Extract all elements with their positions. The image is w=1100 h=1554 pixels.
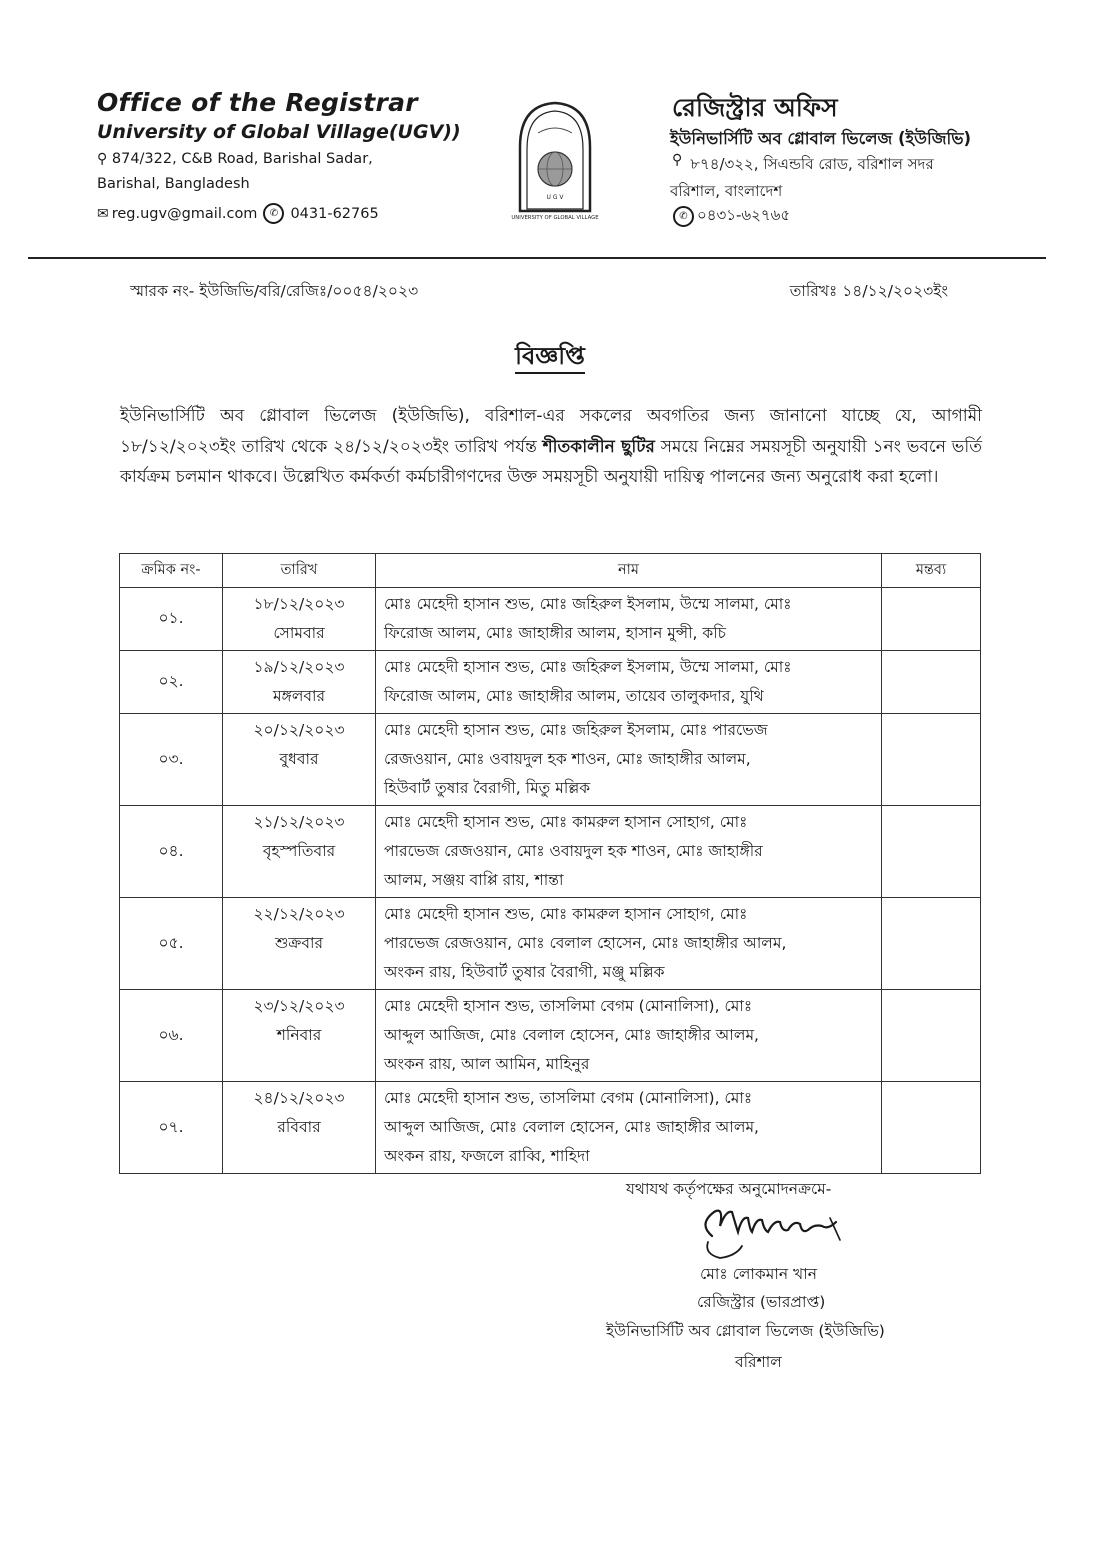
cell-date-value: ১৮/১২/২০২৩	[253, 595, 345, 613]
cell-date-value: ২২/১২/২০২৩	[253, 905, 345, 923]
university-name-bn: ইউনিভার্সিটি অব গ্লোবাল ভিলেজ (ইউজিভি)	[670, 129, 972, 148]
cell-date-value: ২৩/১২/২০২৩	[253, 997, 345, 1015]
cell-date	[223, 990, 376, 1082]
cell-names-line: ফিরোজ আলম, মোঃ জাহাঙ্গীর আলম, তায়েব তালুকদার, যুথি	[384, 687, 764, 705]
signatory-city: বরিশাল	[735, 1353, 782, 1371]
duty-schedule-table	[119, 553, 981, 1174]
cell-serial: ০৫.	[120, 898, 223, 990]
cell-day-value: শুক্রবার	[275, 934, 323, 952]
table-row	[120, 588, 981, 651]
signatory-university: ইউনিভার্সিটি অব গ্লোবাল ভিলেজ (ইউজিভি)	[606, 1322, 885, 1340]
cell-day-value: রবিবার	[277, 1118, 321, 1136]
cell-names	[376, 588, 882, 651]
issue-date: তারিখঃ ১৪/১২/২০২৩ইং	[789, 282, 948, 300]
location-pin-icon: ⚲	[672, 152, 683, 168]
header-remarks: মন্তব্য	[882, 554, 981, 588]
phone-bn-text: ০৪৩১-৬২৭৬৫	[697, 206, 791, 224]
notice-title	[0, 338, 1100, 378]
contact-en	[97, 203, 379, 224]
table-row	[120, 714, 981, 806]
cell-serial: ০২.	[120, 651, 223, 714]
cell-names-line: আব্দুল আজিজ, মোঃ বেলাল হোসেন, মোঃ জাহাঙ্গীর আলম,	[384, 1118, 759, 1136]
cell-names-line: হিউবার্ট তুষার বৈরাগী, মিতু মল্লিক	[384, 779, 591, 797]
notice-body-highlight: শীতকালীন ছুটির	[542, 436, 655, 457]
phone-en-text: 0431-62765	[290, 205, 379, 222]
cell-names-line: আব্দুল আজিজ, মোঃ বেলাল হোসেন, মোঃ জাহাঙ্গীর আলম,	[384, 1026, 759, 1044]
cell-serial: ০৭.	[120, 1082, 223, 1174]
notice-body-part1: ইউনিভার্সিটি অব গ্লোবাল ভিলেজ (ইউজিভি), বরিশাল-এর সকলের অবগতির জন্য জানানো যাচ্ছে যে, আগামী ১৮/১২/২০২৩ইং তারিখ থেকে ২৪/১২/২০২৩ইং তারিখ পর্যন্ত	[120, 406, 982, 457]
phone-icon: ✆	[263, 203, 284, 224]
cell-remarks	[882, 588, 981, 651]
cell-remarks	[882, 1082, 981, 1174]
cell-day-value: সোমবার	[273, 624, 325, 642]
cell-day-value: শনিবার	[276, 1026, 322, 1044]
cell-date	[223, 714, 376, 806]
cell-names-line: মোঃ মেহেদী হাসান শুভ, মোঃ জহিরুল ইসলাম, উম্মে সালমা, মোঃ	[384, 595, 792, 613]
cell-names-line: পারভেজ রেজওয়ান, মোঃ ওবায়দুল হক শাওন, মোঃ জাহাঙ্গীর	[384, 842, 763, 860]
cell-day-value: মঙ্গলবার	[272, 687, 326, 705]
cell-date	[223, 651, 376, 714]
cell-names	[376, 714, 882, 806]
logo-caption: UNIVERSITY OF GLOBAL VILLAGE	[511, 215, 599, 221]
signature-mark	[690, 1196, 860, 1266]
cell-names-line: ফিরোজ আলম, মোঃ জাহাঙ্গীর আলম, হাসান মুন্সী, কচি	[384, 624, 727, 642]
table-row	[120, 898, 981, 990]
cell-serial: ০৩.	[120, 714, 223, 806]
cell-day-value: বৃহস্পতিবার	[262, 842, 336, 860]
table-body	[120, 588, 981, 1174]
cell-names	[376, 651, 882, 714]
cell-names-line: মোঃ মেহেদী হাসান শুভ, মোঃ কামরুল হাসান সোহাগ, মোঃ	[384, 813, 748, 831]
cell-date-value: ২৪/১২/২০২৩	[253, 1089, 345, 1107]
cell-remarks	[882, 714, 981, 806]
cell-names-line: অংকন রায়, ফজলে রাব্বি, শাহিদা	[384, 1147, 590, 1165]
cell-serial: ০৪.	[120, 806, 223, 898]
cell-names	[376, 1082, 882, 1174]
cell-remarks	[882, 806, 981, 898]
address-en-line2: Barishal, Bangladesh	[97, 176, 250, 192]
cell-serial: ০৬.	[120, 990, 223, 1082]
address-en-line1-text: 874/322, C&B Road, Barishal Sadar,	[111, 151, 373, 167]
table-row	[120, 1082, 981, 1174]
notice-title-text: বিজ্ঞপ্তি	[515, 342, 585, 374]
cell-names	[376, 898, 882, 990]
cell-remarks	[882, 651, 981, 714]
cell-remarks	[882, 898, 981, 990]
cell-names-line: অংকন রায়, আল আমিন, মাহিনুর	[384, 1055, 590, 1073]
registrar-office-title-bn: রেজিস্ট্রার অফিস	[672, 93, 838, 122]
cell-names	[376, 806, 882, 898]
header-name: নাম	[376, 554, 882, 588]
cell-names-line: মোঃ মেহেদী হাসান শুভ, মোঃ কামরুল হাসান সোহাগ, মোঃ	[384, 905, 748, 923]
cell-date-value: ১৯/১২/২০২৩	[253, 658, 345, 676]
email-icon: ✉	[97, 205, 109, 222]
logo-letters: U G V	[546, 194, 564, 201]
table-row	[120, 651, 981, 714]
cell-date-value: ২০/১২/২০২৩	[253, 721, 345, 739]
cell-names-line: আলম, সঞ্জয় বাপ্পি রায়, শান্তা	[384, 871, 564, 889]
table-row	[120, 990, 981, 1082]
header-date: তারিখ	[223, 554, 376, 588]
header-serial: ক্রমিক নং-	[120, 554, 223, 588]
phone-icon: ✆	[673, 206, 694, 227]
cell-names-line: মোঃ মেহেদী হাসান শুভ, তাসলিমা বেগম (মোনালিসা), মোঃ	[384, 1089, 753, 1107]
header-divider	[28, 257, 1046, 259]
cell-date	[223, 898, 376, 990]
address-bn-line2: বরিশাল, বাংলাদেশ	[670, 182, 783, 200]
cell-names-line: পারভেজ রেজওয়ান, মোঃ বেলাল হোসেন, মোঃ জাহাঙ্গীর আলম,	[384, 934, 787, 952]
cell-names-line: মোঃ মেহেদী হাসান শুভ, মোঃ জহিরুল ইসলাম, উম্মে সালমা, মোঃ	[384, 658, 792, 676]
cell-names-line: মোঃ মেহেদী হাসান শুভ, মোঃ জহিরুল ইসলাম, মোঃ পারভেজ	[384, 721, 768, 739]
signatory-role: রেজিস্ট্রার (ভারপ্রাপ্ত)	[697, 1293, 826, 1311]
cell-date	[223, 1082, 376, 1174]
cell-date	[223, 806, 376, 898]
cell-date-value: ২১/১২/২০২৩	[253, 813, 345, 831]
cell-names-line: অংকন রায়, হিউবার্ট তুষার বৈরাগী, মঞ্জু মল্লিক	[384, 963, 665, 981]
address-bn-line1-text: ৮৭৪/৩২২, সিএন্ডবি রোড, বরিশাল সদর	[690, 155, 934, 173]
cell-day-value: বুধবার	[279, 750, 319, 768]
table-header-row	[120, 554, 981, 588]
cell-names	[376, 990, 882, 1082]
cell-remarks	[882, 990, 981, 1082]
approval-note: যথাযথ কর্তৃপক্ষের অনুমোদনক্রমে-	[626, 1180, 832, 1198]
notice-body-part2: সময়ে নিম্নের সময়সূচী অনুযায়ী ১নং ভবনে ভর্তি কার্যক্রম চলমান থাকবে। উল্লেখিত কর্মকর্তা কর্মচারীগণদের উক্ত সময়সূচী অনুযায়ী দায়িত্ব পালনের জন্য অনুরোধ করা হলো।	[120, 436, 982, 487]
address-bn-line1	[672, 153, 934, 178]
contact-bn	[670, 204, 790, 229]
email-text: reg.ugv@gmail.com	[111, 205, 258, 222]
address-en-line1	[97, 151, 373, 167]
notice-body	[120, 401, 982, 493]
university-logo	[510, 99, 600, 223]
memo-number: স্মারক নং- ইউজিভি/বরি/রেজিঃ/০০৫৪/২০২৩	[130, 282, 419, 300]
cell-date	[223, 588, 376, 651]
table-row	[120, 806, 981, 898]
cell-names-line: মোঃ মেহেদী হাসান শুভ, তাসলিমা বেগম (মোনালিসা), মোঃ	[384, 997, 753, 1015]
signatory-name: মোঃ লোকমান খান	[700, 1265, 817, 1283]
university-name-en: University of Global Village(UGV))	[97, 121, 461, 143]
location-pin-icon: ⚲	[97, 151, 108, 167]
cell-names-line: রেজওয়ান, মোঃ ওবায়দুল হক শাওন, মোঃ জাহাঙ্গীর আলম,	[384, 750, 751, 768]
cell-serial: ০১.	[120, 588, 223, 651]
registrar-office-title-en: Office of the Registrar	[97, 88, 418, 117]
